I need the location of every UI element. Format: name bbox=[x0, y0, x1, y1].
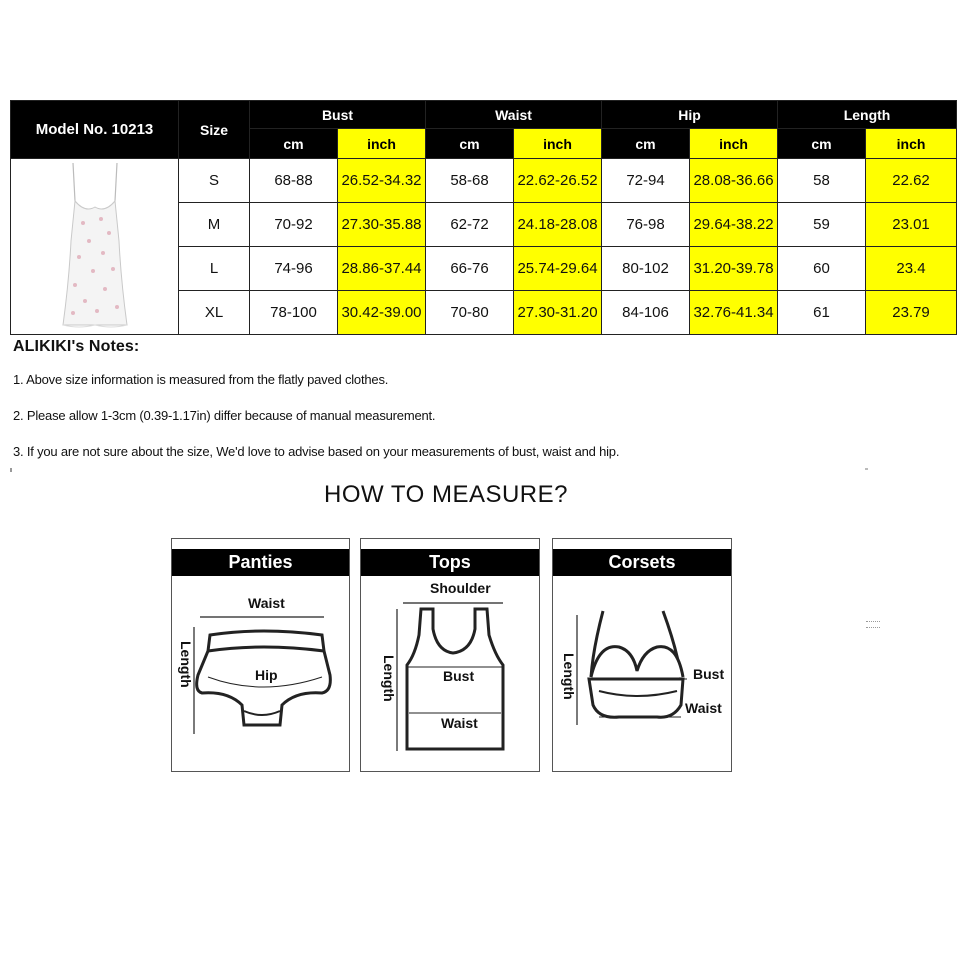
divider-mark bbox=[865, 468, 868, 470]
bust-cm-cell: 78-100 bbox=[250, 291, 338, 335]
hip-inch-cell: 32.76-41.34 bbox=[690, 291, 778, 335]
corsets-header: Corsets bbox=[553, 549, 731, 576]
waist-inch-cell: 24.18-28.08 bbox=[514, 203, 602, 247]
bust-inch-cell: 30.42-39.00 bbox=[338, 291, 426, 335]
length-cm-cell: 59 bbox=[778, 203, 866, 247]
waist-header: Waist bbox=[426, 101, 602, 129]
model-number-header: Model No. 10213 bbox=[11, 101, 179, 159]
corsets-length-label: Length bbox=[561, 653, 577, 700]
length-cm-cell: 58 bbox=[778, 159, 866, 203]
notes-title: ALIKIKI's Notes: bbox=[13, 338, 140, 355]
hip-inch-cell: 31.20-39.78 bbox=[690, 247, 778, 291]
size-cell: XL bbox=[179, 291, 250, 335]
waist-inch-cell: 27.30-31.20 bbox=[514, 291, 602, 335]
length-cm-cell: 61 bbox=[778, 291, 866, 335]
dress-illustration-icon bbox=[35, 161, 155, 333]
bust-header: Bust bbox=[250, 101, 426, 129]
bust-cm-cell: 74-96 bbox=[250, 247, 338, 291]
product-image bbox=[11, 159, 179, 335]
length-inch-cell: 23.79 bbox=[866, 291, 957, 335]
length-cm-cell: 60 bbox=[778, 247, 866, 291]
tops-measure-card bbox=[360, 538, 540, 772]
bust-cm-cell: 70-92 bbox=[250, 203, 338, 247]
tops-header: Tops bbox=[361, 549, 539, 576]
corsets-bust-label: Bust bbox=[693, 666, 725, 682]
panties-hip-label: Hip bbox=[255, 667, 278, 683]
size-cell: S bbox=[179, 159, 250, 203]
hip-cm-cell: 80-102 bbox=[602, 247, 690, 291]
length-header: Length bbox=[778, 101, 957, 129]
size-cell: L bbox=[179, 247, 250, 291]
hip-inch-cell: 29.64-38.22 bbox=[690, 203, 778, 247]
waist-inch-header: inch bbox=[514, 129, 602, 159]
tops-waist-label: Waist bbox=[441, 715, 478, 731]
size-chart-table bbox=[10, 100, 957, 335]
waist-cm-cell: 70-80 bbox=[426, 291, 514, 335]
panties-header: Panties bbox=[172, 549, 349, 576]
waist-inch-cell: 22.62-26.52 bbox=[514, 159, 602, 203]
panties-measure-card bbox=[171, 538, 350, 772]
hip-cm-header: cm bbox=[602, 129, 690, 159]
waist-cm-cell: 62-72 bbox=[426, 203, 514, 247]
panties-waist-label: Waist bbox=[248, 595, 285, 611]
note-item: 3. If you are not sure about the size, We'd love to advise based on your measurements of bust, waist and hip. bbox=[13, 444, 620, 459]
waist-cm-cell: 58-68 bbox=[426, 159, 514, 203]
hip-cm-cell: 76-98 bbox=[602, 203, 690, 247]
hip-header: Hip bbox=[602, 101, 778, 129]
corsets-waist-label: Waist bbox=[685, 700, 722, 716]
bust-inch-cell: 26.52-34.32 bbox=[338, 159, 426, 203]
size-cell: M bbox=[179, 203, 250, 247]
waist-cm-header: cm bbox=[426, 129, 514, 159]
bust-inch-header: inch bbox=[338, 129, 426, 159]
bust-inch-cell: 28.86-37.44 bbox=[338, 247, 426, 291]
tops-bust-label: Bust bbox=[443, 668, 475, 684]
note-item: 1. Above size information is measured from the flatly paved clothes. bbox=[13, 372, 389, 387]
bust-cm-header: cm bbox=[250, 129, 338, 159]
tops-length-label: Length bbox=[381, 655, 397, 702]
table-row bbox=[11, 159, 957, 203]
hip-cm-cell: 84-106 bbox=[602, 291, 690, 335]
hip-inch-header: inch bbox=[690, 129, 778, 159]
divider-mark bbox=[866, 621, 880, 628]
corsets-measure-card bbox=[552, 538, 732, 772]
waist-inch-cell: 25.74-29.64 bbox=[514, 247, 602, 291]
bust-inch-cell: 27.30-35.88 bbox=[338, 203, 426, 247]
length-inch-header: inch bbox=[866, 129, 957, 159]
length-inch-cell: 23.4 bbox=[866, 247, 957, 291]
panties-length-label: Length bbox=[178, 641, 194, 688]
how-to-measure-title: HOW TO MEASURE? bbox=[324, 481, 568, 508]
tops-shoulder-label: Shoulder bbox=[430, 580, 491, 596]
bust-cm-cell: 68-88 bbox=[250, 159, 338, 203]
note-item: 2. Please allow 1-3cm (0.39-1.17in) differ because of manual measurement. bbox=[13, 408, 436, 423]
length-inch-cell: 23.01 bbox=[866, 203, 957, 247]
length-inch-cell: 22.62 bbox=[866, 159, 957, 203]
size-header: Size bbox=[179, 101, 250, 159]
hip-cm-cell: 72-94 bbox=[602, 159, 690, 203]
length-cm-header: cm bbox=[778, 129, 866, 159]
divider-mark bbox=[10, 468, 12, 472]
waist-cm-cell: 66-76 bbox=[426, 247, 514, 291]
hip-inch-cell: 28.08-36.66 bbox=[690, 159, 778, 203]
